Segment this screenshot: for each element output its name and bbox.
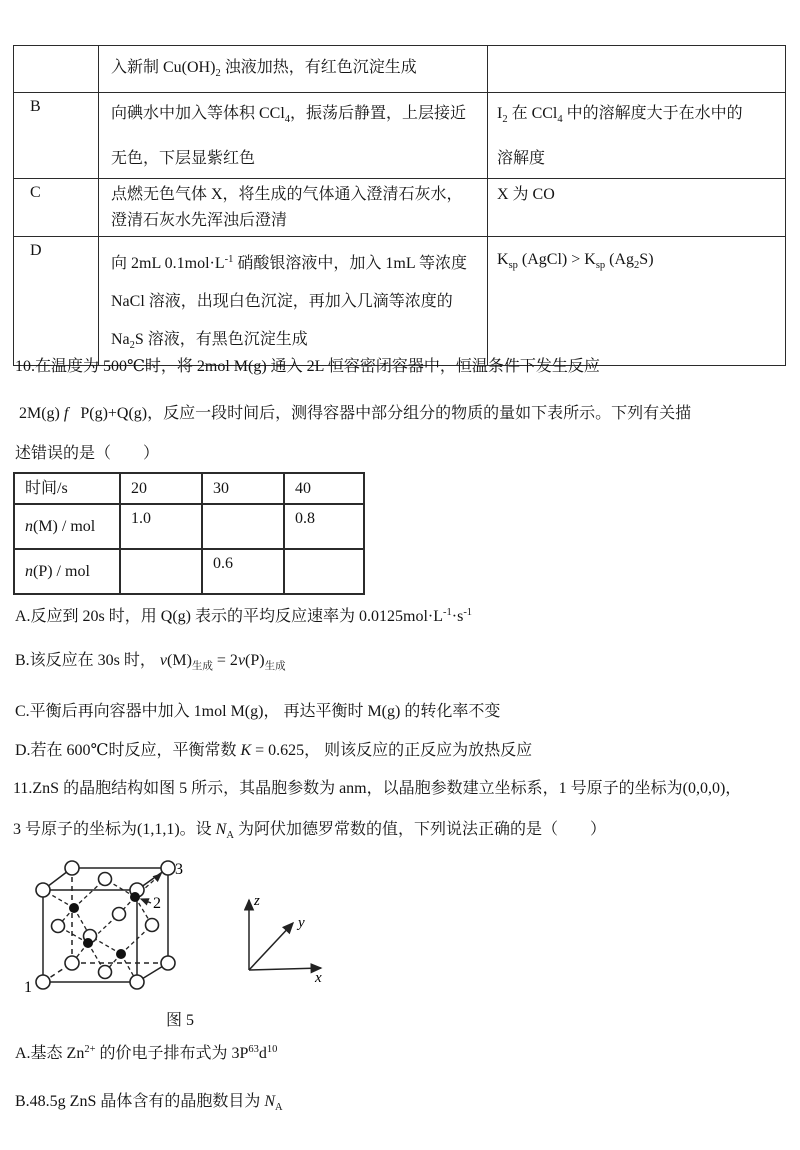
zns-unit-cell-figure xyxy=(22,860,222,1018)
header-cell: 40 xyxy=(284,473,364,504)
header-cell: 30 xyxy=(202,473,284,504)
header-cell: 时间/s xyxy=(14,473,120,504)
table-row xyxy=(14,504,364,549)
table-row xyxy=(14,237,786,366)
table-row xyxy=(14,93,786,179)
q11-option-a: A.基态 $Zn^{2+}$ 的价电子排布式为 $3P^{63}d^{10}$ xyxy=(15,1044,278,1062)
q10-option-d: D.若在 600℃时反应，平衡常数 K = 0.625， 则该反应的正反应为放热反应 xyxy=(15,742,533,759)
q10-option-c: C.平衡后再向容器中加入 1mol M(g)， 再达平衡时 M(g) 的转化率不变 xyxy=(15,703,501,720)
row-label: B xyxy=(14,93,99,179)
q11-stem-line2: 3 号原子的坐标为(1,1,1)。设 $N_A$ 为阿伏加德罗常数的值，下列说法正确的是（ ） xyxy=(13,821,606,841)
value-cell: 0.8 xyxy=(284,504,364,549)
table-header-row xyxy=(14,473,364,504)
q10-option-a: A.反应到 20s 时，用 Q(g) 表示的平均反应速率为 $0.0125mol\cdot L^{-1}\cdot s^{-1}$ xyxy=(15,607,473,625)
value-cell xyxy=(120,549,202,594)
experiment-table xyxy=(13,45,786,366)
row-label: C xyxy=(14,179,99,237)
atom-label-2: 2 xyxy=(153,895,161,912)
value-cell: 0.6 xyxy=(202,549,284,594)
row-conclusion xyxy=(488,46,786,93)
row-operation: 向碘水中加入等体积 CCl$_4$，振荡后静置，上层接近 无色，下层显紫红色 xyxy=(99,93,488,179)
q10-data-table xyxy=(13,472,365,595)
row-operation: 向 2mL $0.1mol\cdot L^{-1}$ 硝酸银溶液中，加入 1mL 等浓度 NaCl 溶液，出现白色沉淀，再加入几滴等浓度的 $Na_2S$ 溶液，有黑色沉淀生成 xyxy=(99,237,488,366)
row-operation: 入新制 $Cu(OH)_2$ 浊液加热，有红色沉淀生成 xyxy=(99,46,488,93)
row-conclusion: X 为 CO xyxy=(488,179,786,237)
row-name-cell: n(M) / mol xyxy=(14,504,120,549)
axis-label-z: z xyxy=(254,893,260,909)
table-row xyxy=(14,549,364,594)
value-cell xyxy=(202,504,284,549)
q10-stem-line3: 述错误的是（ ） xyxy=(15,445,160,462)
row-conclusion: $I_2$ 在 CCl$_4$ 中的溶解度大于在水中的 溶解度 xyxy=(488,93,786,179)
table-row xyxy=(14,179,786,237)
row-label: D xyxy=(14,237,99,366)
q10-stem-line1: 10.在温度为 500℃时，将 2mol M(g) 通入 2L 恒容密闭容器中，恒温条件下发生反应 xyxy=(15,358,600,375)
value-cell: 1.0 xyxy=(120,504,202,549)
q11-option-b: B.48.5g ZnS 晶体含有的晶胞数目为 $N_A$ xyxy=(15,1093,283,1113)
q11-stem-line1: 11.ZnS 的晶胞结构如图 5 所示，其晶胞参数为 anm，以晶胞参数建立坐标系，1 号原子的坐标为(0,0,0)， xyxy=(13,780,742,797)
row-operation: 点燃无色气体 X，将生成的气体通入澄清石灰水， 澄清石灰水先浑浊后澄清 xyxy=(99,179,488,237)
atom-label-1: 1 xyxy=(24,979,32,996)
figure-caption: 图 5 xyxy=(165,1012,194,1029)
axis-label-y: y xyxy=(298,915,305,931)
q10-option-b: B.该反应在 30s 时， $v(M)_{生成} = 2v(P)_{生成}$ xyxy=(15,652,286,672)
row-name-cell: n(P) / mol xyxy=(14,549,120,594)
q10-equation: 2M(g) f P(g)+Q(g)，反应一段时间后，测得容器中部分组分的物质的量如下表所示。下列有关描 xyxy=(19,405,692,422)
row-label xyxy=(14,46,99,93)
row-conclusion: $K_{sp}$ (AgCl) > $K_{sp}$ $(Ag_2S)$ xyxy=(488,237,786,366)
table-row xyxy=(14,46,786,93)
axis-label-x: x xyxy=(315,970,322,986)
coordinate-axes-figure xyxy=(233,886,343,986)
atom-label-3: 3 xyxy=(175,861,183,878)
value-cell xyxy=(284,549,364,594)
header-cell: 20 xyxy=(120,473,202,504)
